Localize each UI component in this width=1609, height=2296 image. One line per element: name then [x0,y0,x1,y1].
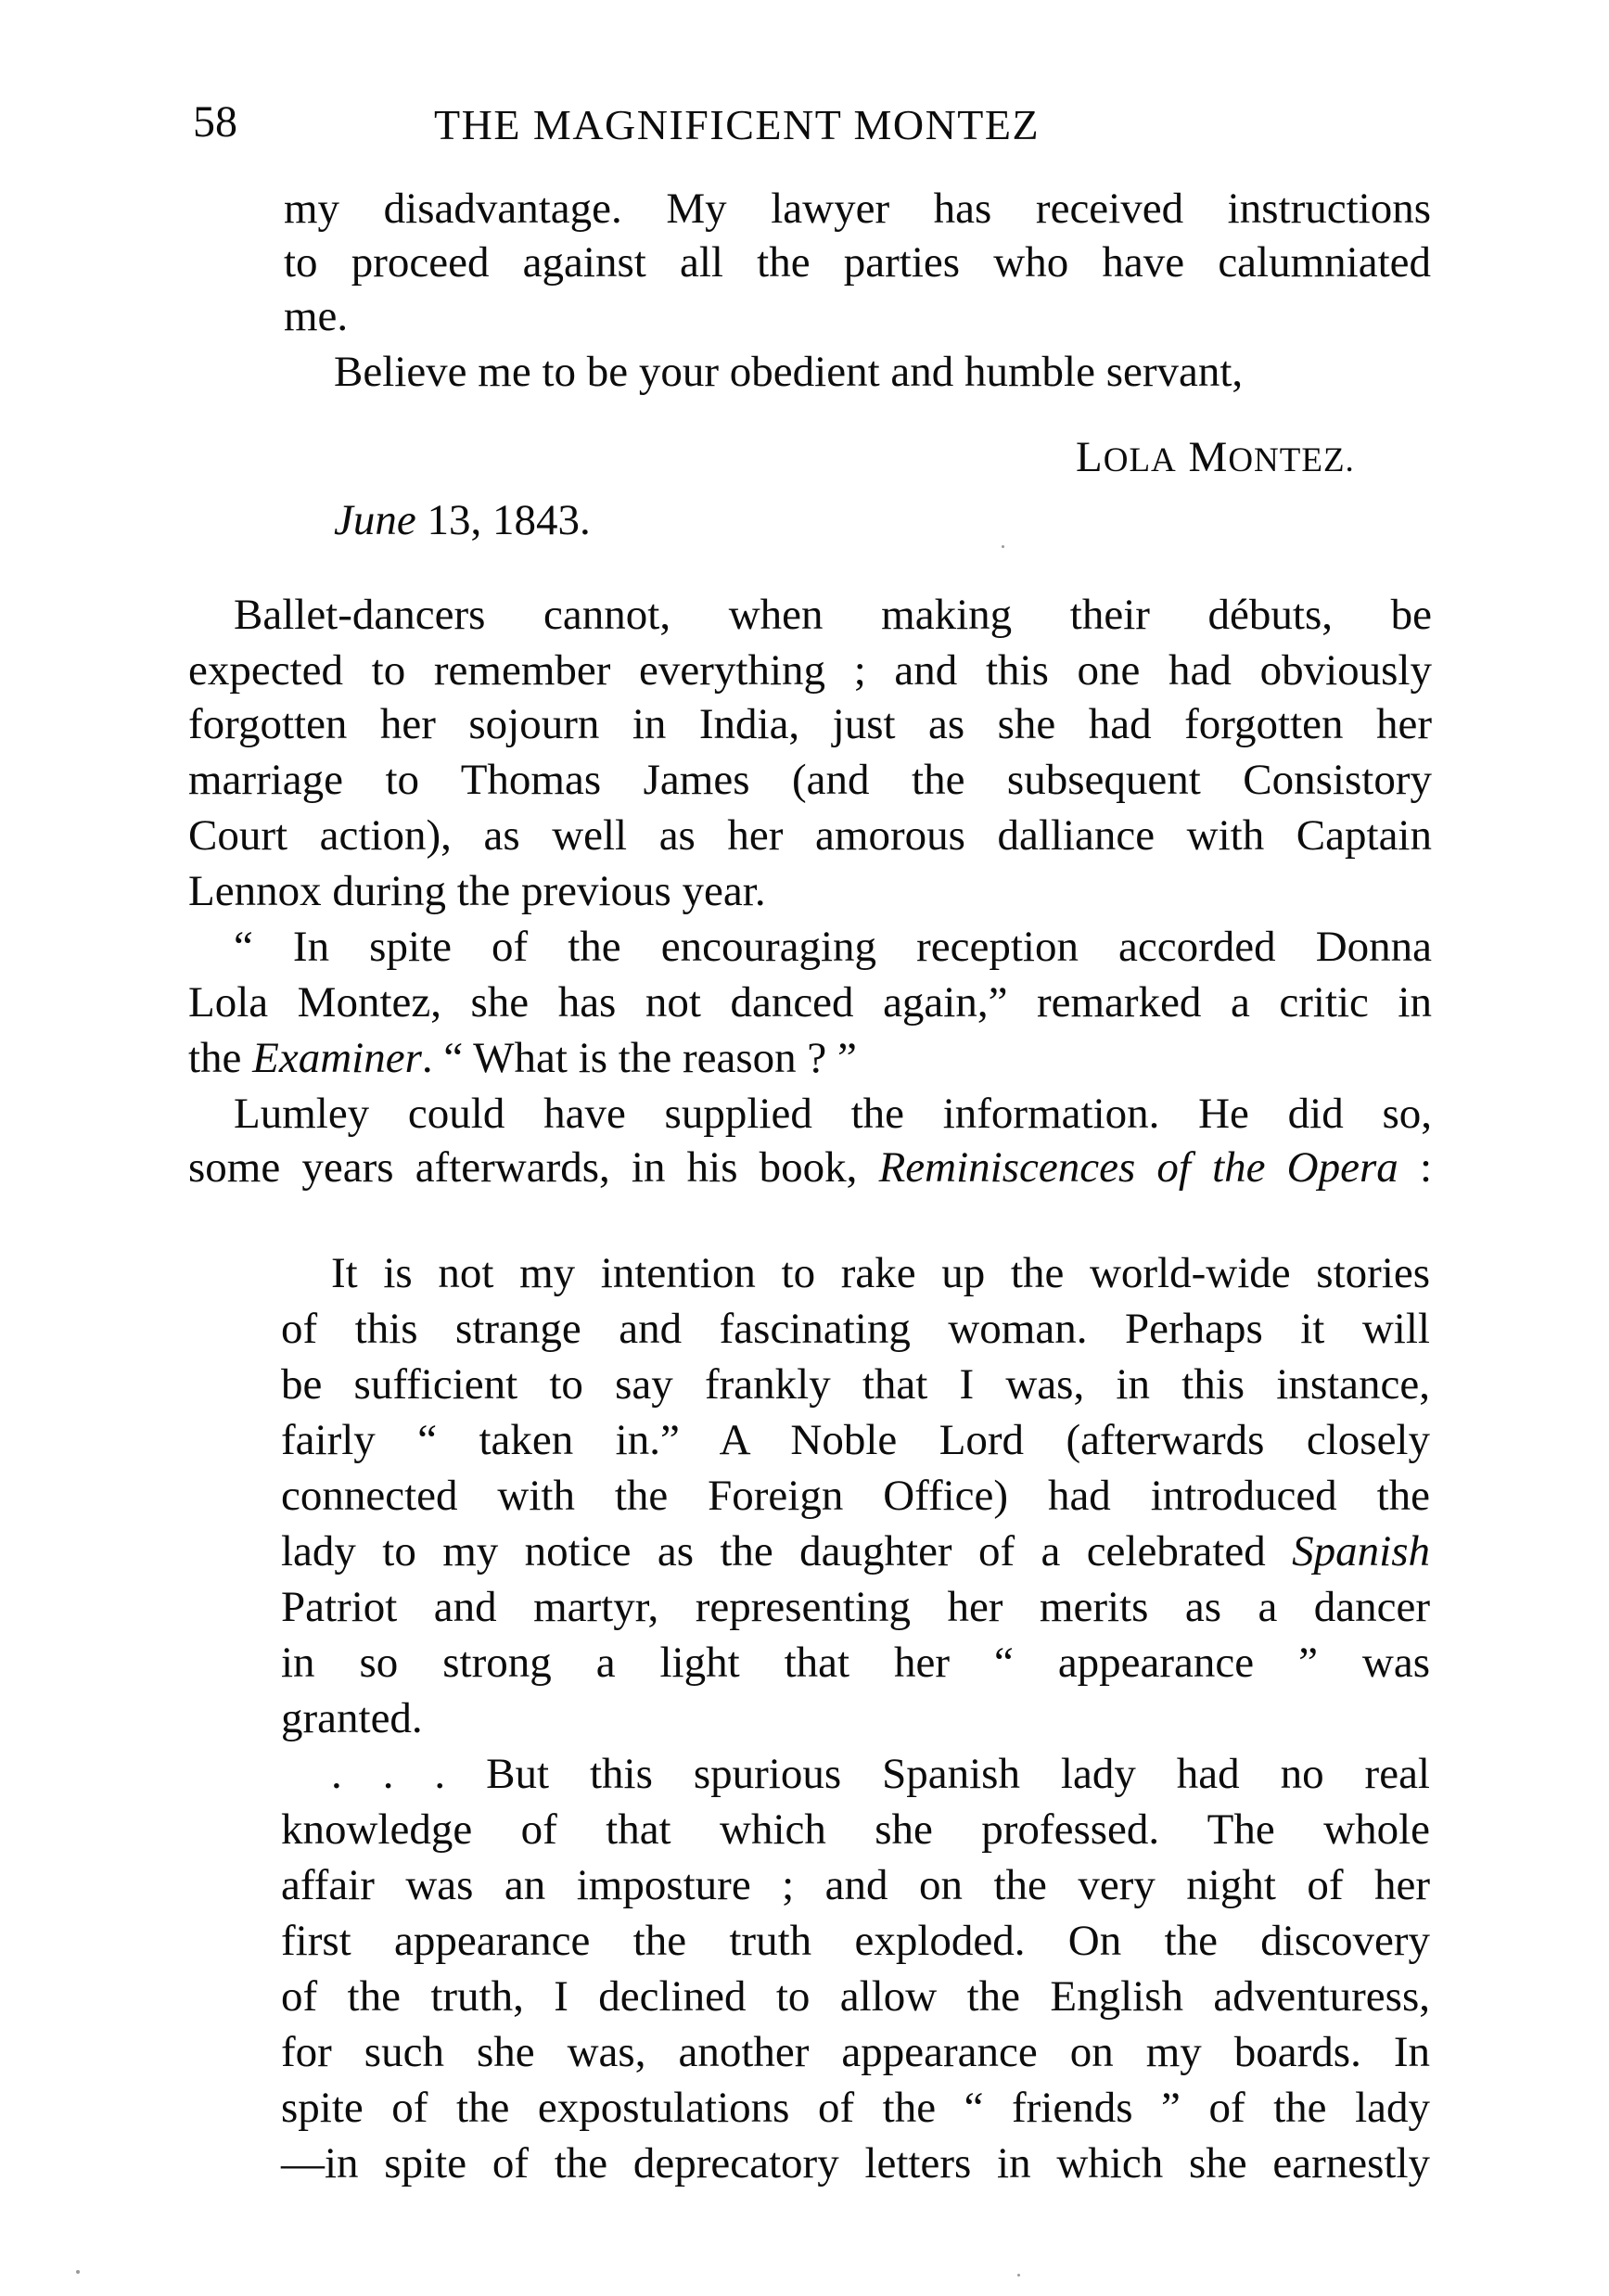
text-run: lady to my notice as the daughter of a celebrated [281,1527,1293,1575]
signature [1076,433,1355,481]
quote-line: connected with the Foreign Office) had introduced the [281,1472,1430,1520]
quote-line: first appearance the truth exploded. On the discovery [281,1917,1430,1965]
body-line: expected to remember everything ; and this one had obviously [188,646,1432,695]
text-run: some years afterwards, in his book, [188,1143,879,1192]
quote-line: of the truth, I declined to allow the English adventuress, [281,1972,1430,2021]
running-title: THE MAGNIFICENT MONTEZ [434,101,1041,148]
signature-small-caps: ONTEZ. [1228,441,1355,479]
scan-speck [76,2270,80,2274]
text-run: . “ What is the reason ? ” [421,1034,857,1082]
body-line: “ In spite of the encouraging reception accorded Donna [234,923,1432,971]
body-line: Lola Montez, she has not danced again,” remarked a critic in [188,978,1432,1027]
quote-line: . . . But this spurious Spanish lady had no real [331,1750,1430,1798]
quote-line: granted. [281,1694,423,1742]
date-day-year: 13, 1843. [415,496,591,544]
quote-line: fairly “ taken in.” A Noble Lord (afterwards closely [281,1416,1430,1464]
emphasized-word: Spanish [1292,1527,1430,1575]
body-line: forgotten her sojourn in India, just as she had forgotten her [188,700,1432,748]
quote-line: —in spite of the deprecatory letters in which she earnestly [281,2139,1430,2188]
page-number: 58 [193,97,237,147]
quote-line: affair was an imposture ; and on the very night of her [281,1861,1430,1909]
quote-line: It is not my intention to rake up the world-wide stories [331,1249,1430,1297]
quote-line: Patriot and martyr, representing her merits as a dancer [281,1583,1430,1631]
book-title: Reminiscences of the Opera [878,1143,1398,1192]
body-line [188,1034,857,1082]
quote-line: be sufficient to say frankly that I was, in this instance, [281,1360,1430,1409]
text-run: the [188,1034,253,1082]
quote-line: knowledge of that which she professed. The whole [281,1805,1430,1854]
periodical-title: Examiner [252,1034,422,1082]
body-line: Lumley could have supplied the information. He did so, [234,1090,1432,1138]
letter-line: to proceed against all the parties who have calumniated [284,238,1431,287]
quote-line [281,1527,1430,1575]
scan-speck [1002,545,1004,548]
signature-initial: L [1076,433,1104,481]
letter-date [334,496,591,544]
scan-speck [1017,2274,1020,2277]
quote-line: of this strange and fascinating woman. Perhaps it will [281,1305,1430,1353]
body-line: Lennox during the previous year. [188,867,766,915]
quote-line: for such she was, another appearance on my boards. In [281,2028,1430,2076]
body-line: Ballet-dancers cannot, when making their débuts, be [234,591,1432,639]
signature-small-caps: OLA [1103,441,1177,479]
date-month: June [334,496,416,544]
letter-line: me. [284,292,349,340]
letter-line: my disadvantage. My lawyer has received instructions [284,185,1431,233]
body-line: marriage to Thomas James (and the subsequent Consistory [188,756,1432,804]
quote-line: in so strong a light that her “ appearance ” was [281,1639,1430,1687]
signature-initial: M [1188,433,1229,481]
letter-closing: Believe me to be your obedient and humble servant, [334,348,1244,396]
body-line [188,1143,1432,1192]
text-run: : [1398,1143,1432,1192]
quote-line: spite of the expostulations of the “ friends ” of the lady [281,2084,1430,2132]
body-line: Court action), as well as her amorous dalliance with Captain [188,811,1432,860]
